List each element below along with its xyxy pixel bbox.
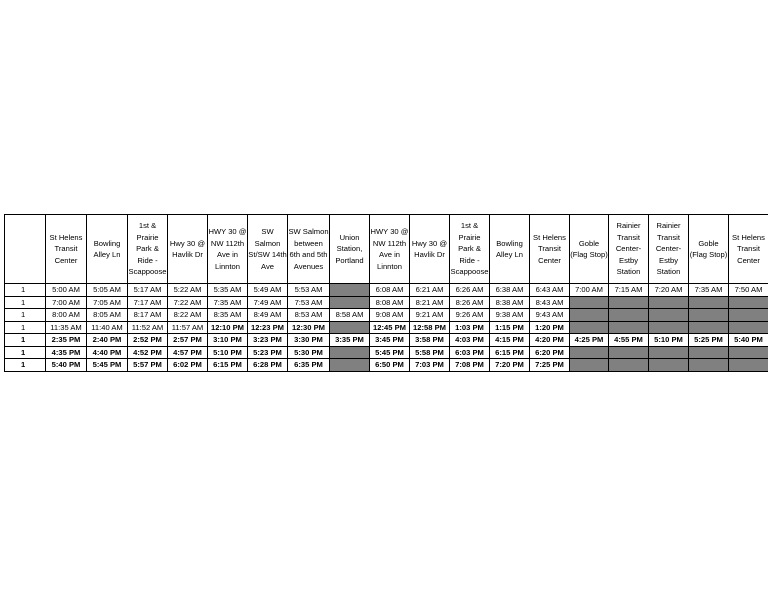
time-cell: 5:45 PM [370,346,410,359]
no-service-cell [570,296,609,309]
route-number-cell: 1 [5,296,46,309]
time-cell: 8:05 AM [87,309,128,322]
time-cell: 6:15 PM [490,346,530,359]
time-cell: 5:35 AM [208,284,248,297]
stop-header: Goble (Flag Stop) [570,215,609,284]
no-service-cell [609,296,649,309]
time-cell: 7:25 PM [530,359,570,372]
schedule-row [5,346,768,359]
time-cell: 8:00 AM [46,309,87,322]
time-cell: 4:03 PM [450,334,490,347]
time-cell: 7:03 PM [410,359,450,372]
schedule-row [5,321,768,334]
time-cell: 8:49 AM [248,309,288,322]
time-cell: 3:10 PM [208,334,248,347]
time-cell: 5:57 PM [128,359,168,372]
time-cell: 6:28 PM [248,359,288,372]
time-cell: 3:35 PM [330,334,370,347]
time-cell: 4:55 PM [609,334,649,347]
time-cell: 6:02 PM [168,359,208,372]
time-cell: 7:05 AM [87,296,128,309]
stop-header: 1st & Prairie Park & Ride - Scappoose [450,215,490,284]
stop-header: HWY 30 @ NW 112th Ave in Linnton [208,215,248,284]
time-cell: 7:20 AM [649,284,689,297]
time-cell: 5:40 PM [46,359,87,372]
time-cell: 8:17 AM [128,309,168,322]
time-cell: 6:21 AM [410,284,450,297]
time-cell: 6:38 AM [490,284,530,297]
no-service-cell [570,346,609,359]
time-cell: 7:53 AM [288,296,330,309]
time-cell: 6:08 AM [370,284,410,297]
stop-header: Union Station, Portland [330,215,370,284]
no-service-cell [729,346,768,359]
no-service-cell [729,359,768,372]
no-service-cell [609,309,649,322]
route-number-cell: 1 [5,346,46,359]
stop-header: Goble (Flag Stop) [689,215,729,284]
stop-header: HWY 30 @ NW 112th Ave in Linnton [370,215,410,284]
stop-header: St Helens Transit Center [729,215,768,284]
no-service-cell [570,321,609,334]
time-cell: 4:35 PM [46,346,87,359]
stop-header: 1st & Prairie Park & Ride - Scappoose [128,215,168,284]
time-cell: 7:35 AM [208,296,248,309]
time-cell: 12:45 PM [370,321,410,334]
time-cell: 5:30 PM [288,346,330,359]
time-cell: 5:58 PM [410,346,450,359]
no-service-cell [689,309,729,322]
time-cell: 9:21 AM [410,309,450,322]
time-cell: 7:00 AM [46,296,87,309]
time-cell: 6:03 PM [450,346,490,359]
time-cell: 5:40 PM [729,334,768,347]
schedule-table [4,214,768,372]
time-cell: 4:20 PM [530,334,570,347]
schedule-row [5,296,768,309]
time-cell: 7:35 AM [689,284,729,297]
header-row [5,215,768,284]
time-cell: 9:43 AM [530,309,570,322]
time-cell: 8:26 AM [450,296,490,309]
no-service-cell [609,321,649,334]
time-cell: 7:00 AM [570,284,609,297]
time-cell: 1:20 PM [530,321,570,334]
time-cell: 12:23 PM [248,321,288,334]
stop-header: Rainier Transit Center- Estby Station [609,215,649,284]
stop-header: Bowling Alley Ln [87,215,128,284]
time-cell: 7:49 AM [248,296,288,309]
time-cell: 5:45 PM [87,359,128,372]
time-cell: 7:22 AM [168,296,208,309]
time-cell: 4:25 PM [570,334,609,347]
no-service-cell [649,359,689,372]
time-cell: 8:22 AM [168,309,208,322]
time-cell: 9:38 AM [490,309,530,322]
no-service-cell [649,321,689,334]
no-service-cell [330,359,370,372]
time-cell: 6:50 PM [370,359,410,372]
no-service-cell [729,296,768,309]
stop-header: SW Salmon between 6th and 5th Avenues [288,215,330,284]
time-cell: 7:08 PM [450,359,490,372]
no-service-cell [649,309,689,322]
time-cell: 5:23 PM [248,346,288,359]
time-cell: 4:52 PM [128,346,168,359]
no-service-cell [609,359,649,372]
time-cell: 2:57 PM [168,334,208,347]
route-number-cell: 1 [5,321,46,334]
time-cell: 5:22 AM [168,284,208,297]
time-cell: 5:49 AM [248,284,288,297]
stop-header: St Helens Transit Center [46,215,87,284]
stop-header: St Helens Transit Center [530,215,570,284]
time-cell: 11:57 AM [168,321,208,334]
no-service-cell [689,296,729,309]
no-service-cell [330,346,370,359]
time-cell: 3:58 PM [410,334,450,347]
no-service-cell [729,321,768,334]
no-service-cell [689,346,729,359]
no-service-cell [570,309,609,322]
route-number-cell: 1 [5,359,46,372]
stop-header: Rainier Transit Center- Estby Station [649,215,689,284]
time-cell: 4:40 PM [87,346,128,359]
time-cell: 11:52 AM [128,321,168,334]
time-cell: 8:38 AM [490,296,530,309]
time-cell: 7:50 AM [729,284,768,297]
route-number-cell: 1 [5,284,46,297]
time-cell: 12:58 PM [410,321,450,334]
schedule-row [5,284,768,297]
time-cell: 11:40 AM [87,321,128,334]
time-cell: 8:43 AM [530,296,570,309]
time-cell: 5:10 PM [208,346,248,359]
time-cell: 6:15 PM [208,359,248,372]
no-service-cell [649,296,689,309]
time-cell: 12:10 PM [208,321,248,334]
time-cell: 9:08 AM [370,309,410,322]
schedule-row [5,309,768,322]
no-service-cell [689,321,729,334]
time-cell: 1:15 PM [490,321,530,334]
time-cell: 8:21 AM [410,296,450,309]
time-cell: 2:40 PM [87,334,128,347]
time-cell: 11:35 AM [46,321,87,334]
time-cell: 5:53 AM [288,284,330,297]
time-cell: 3:45 PM [370,334,410,347]
no-service-cell [649,346,689,359]
schedule-row [5,359,768,372]
time-cell: 7:17 AM [128,296,168,309]
no-service-cell [689,359,729,372]
time-cell: 7:20 PM [490,359,530,372]
time-cell: 7:15 AM [609,284,649,297]
stop-header: Hwy 30 @ Havlik Dr [410,215,450,284]
time-cell: 5:25 PM [689,334,729,347]
stop-header: Hwy 30 @ Havlik Dr [168,215,208,284]
time-cell: 3:30 PM [288,334,330,347]
time-cell: 5:00 AM [46,284,87,297]
time-cell: 5:10 PM [649,334,689,347]
time-cell: 2:52 PM [128,334,168,347]
time-cell: 8:58 AM [330,309,370,322]
route-header [5,215,46,284]
no-service-cell [570,359,609,372]
time-cell: 1:03 PM [450,321,490,334]
schedule-row [5,334,768,347]
time-cell: 6:26 AM [450,284,490,297]
time-cell: 6:43 AM [530,284,570,297]
stop-header: Bowling Alley Ln [490,215,530,284]
route-number-cell: 1 [5,334,46,347]
time-cell: 5:05 AM [87,284,128,297]
no-service-cell [729,309,768,322]
time-cell: 4:57 PM [168,346,208,359]
no-service-cell [330,321,370,334]
route-number-cell: 1 [5,309,46,322]
time-cell: 8:35 AM [208,309,248,322]
time-cell: 6:20 PM [530,346,570,359]
schedule-body [5,284,768,372]
time-cell: 5:17 AM [128,284,168,297]
no-service-cell [330,296,370,309]
no-service-cell [609,346,649,359]
no-service-cell [330,284,370,297]
time-cell: 8:08 AM [370,296,410,309]
time-cell: 8:53 AM [288,309,330,322]
time-cell: 3:23 PM [248,334,288,347]
time-cell: 2:35 PM [46,334,87,347]
time-cell: 12:30 PM [288,321,330,334]
time-cell: 4:15 PM [490,334,530,347]
stop-header: SW Salmon St/SW 14th Ave [248,215,288,284]
time-cell: 6:35 PM [288,359,330,372]
time-cell: 9:26 AM [450,309,490,322]
